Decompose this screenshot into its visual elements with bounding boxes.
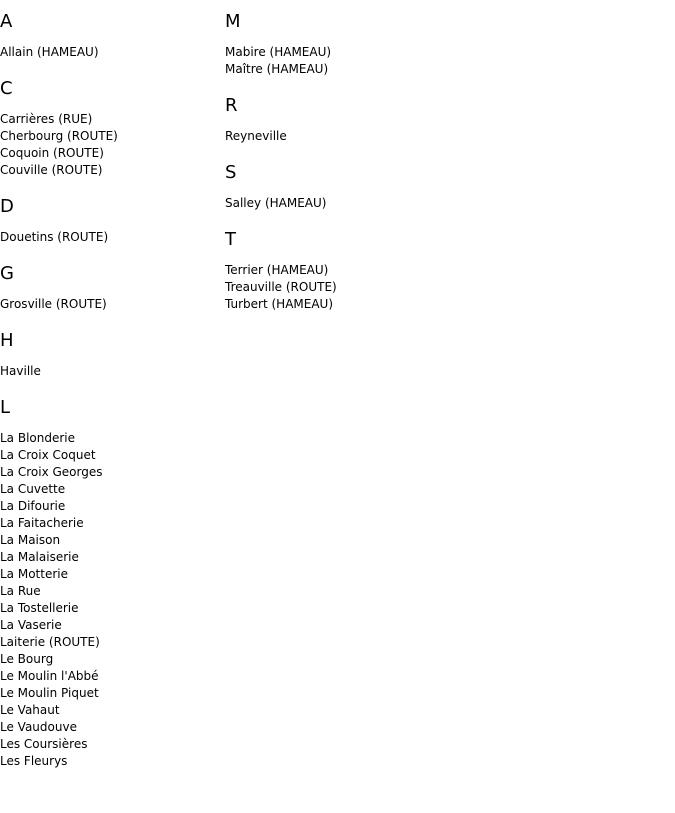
street-link[interactable]: Le Vahaut: [0, 703, 60, 717]
letter-group: [225, 95, 485, 145]
street-link[interactable]: Grosville (ROUTE): [0, 297, 107, 311]
street-link[interactable]: Allain (HAMEAU): [0, 45, 99, 59]
street-list: [0, 111, 220, 179]
letter-heading: H: [0, 330, 14, 351]
letter-group: [0, 78, 220, 179]
letter-group: [0, 397, 220, 770]
street-link[interactable]: Haville: [0, 364, 41, 378]
index-column-left: [0, 0, 220, 787]
street-list: [225, 195, 485, 212]
street-link[interactable]: Salley (HAMEAU): [225, 196, 327, 210]
street-link[interactable]: La Tostellerie: [0, 601, 79, 615]
street-link[interactable]: La Croix Coquet: [0, 448, 96, 462]
street-link[interactable]: Le Vaudouve: [0, 720, 77, 734]
letter-group: [0, 330, 220, 380]
letter-heading: T: [225, 229, 236, 250]
street-link[interactable]: La Rue: [0, 584, 41, 598]
street-list: [0, 430, 220, 770]
street-link[interactable]: La Cuvette: [0, 482, 66, 496]
street-link[interactable]: Cherbourg (ROUTE): [0, 129, 118, 143]
street-link[interactable]: La Maison: [0, 533, 61, 547]
letter-heading: A: [0, 11, 13, 32]
street-list: [225, 128, 485, 145]
street-link[interactable]: Reyneville: [225, 129, 287, 143]
letter-group: [225, 162, 485, 212]
street-link[interactable]: Maître (HAMEAU): [225, 62, 329, 76]
street-link[interactable]: Le Moulin l'Abbé: [0, 669, 99, 683]
street-link[interactable]: La Motterie: [0, 567, 68, 581]
street-list: [0, 44, 220, 61]
street-link[interactable]: Mabire (HAMEAU): [225, 45, 332, 59]
street-link[interactable]: Laiterie (ROUTE): [0, 635, 100, 649]
street-link[interactable]: La Croix Georges: [0, 465, 103, 479]
street-list: [0, 363, 220, 380]
street-link[interactable]: Le Bourg: [0, 652, 54, 666]
index-column-right: [225, 0, 485, 330]
letter-heading: L: [0, 397, 11, 418]
letter-heading: M: [225, 11, 241, 32]
letter-heading: C: [0, 78, 13, 99]
street-link[interactable]: La Malaiserie: [0, 550, 79, 564]
letter-heading: G: [0, 263, 14, 284]
letter-heading: S: [225, 162, 237, 183]
letter-heading: R: [225, 95, 238, 116]
street-list: [225, 262, 485, 313]
letter-group: [225, 11, 485, 78]
street-link[interactable]: La Vaserie: [0, 618, 62, 632]
letter-group: [225, 229, 485, 313]
street-link[interactable]: Carrières (RUE): [0, 112, 93, 126]
street-list: [0, 229, 220, 246]
street-link[interactable]: Turbert (HAMEAU): [225, 297, 334, 311]
street-link[interactable]: Treauville (ROUTE): [225, 280, 337, 294]
street-link[interactable]: La Blonderie: [0, 431, 76, 445]
street-link[interactable]: Terrier (HAMEAU): [225, 263, 329, 277]
street-list: [0, 296, 220, 313]
street-link[interactable]: Les Fleurys: [0, 754, 68, 768]
street-link[interactable]: Douetins (ROUTE): [0, 230, 109, 244]
street-link[interactable]: Coquoin (ROUTE): [0, 146, 104, 160]
street-list: [225, 44, 485, 78]
street-link[interactable]: Le Moulin Piquet: [0, 686, 99, 700]
letter-group: [0, 196, 220, 246]
letter-group: [0, 11, 220, 61]
letter-group: [0, 263, 220, 313]
street-link[interactable]: Les Coursières: [0, 737, 88, 751]
street-link[interactable]: La Difourie: [0, 499, 66, 513]
street-link[interactable]: Couville (ROUTE): [0, 163, 103, 177]
letter-heading: D: [0, 196, 14, 217]
street-link[interactable]: La Faitacherie: [0, 516, 84, 530]
